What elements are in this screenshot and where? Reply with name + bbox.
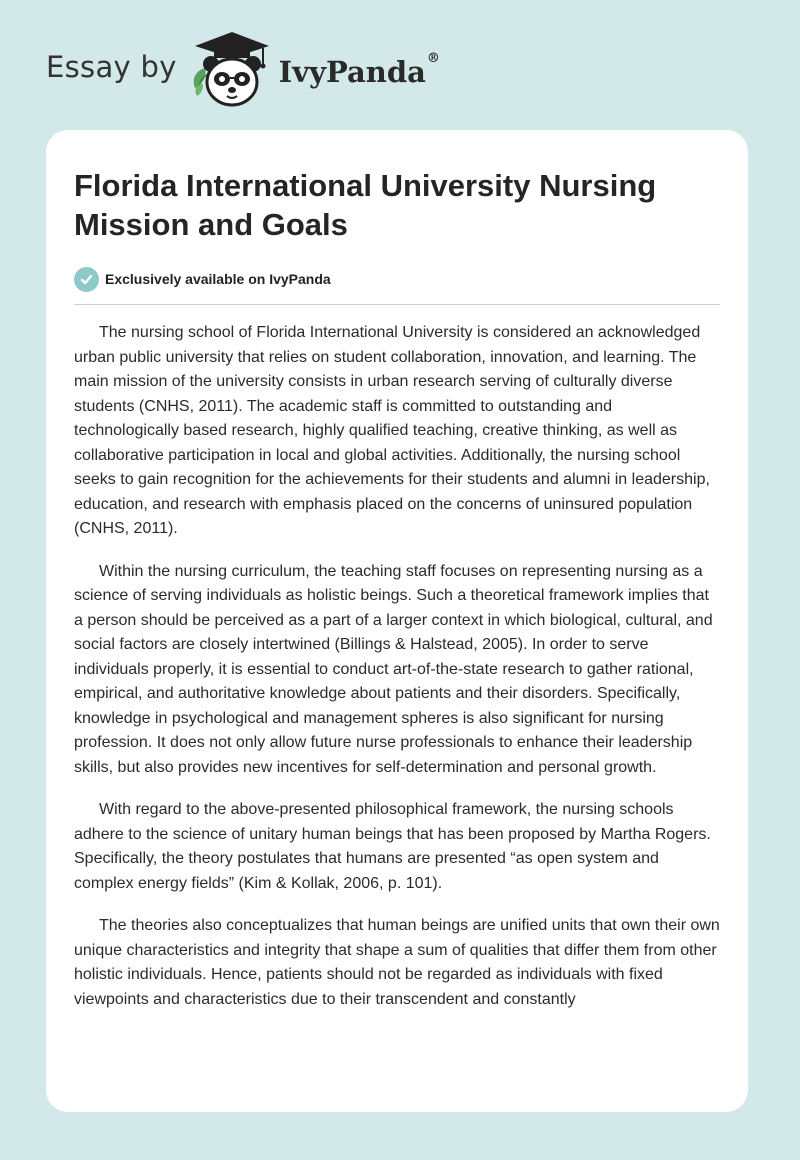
registered-mark: ® (426, 51, 440, 66)
divider (74, 304, 720, 305)
brand-name[interactable]: IvyPanda® (278, 51, 440, 89)
paragraph-4: The theories also conceptualizes that human beings are unified units that own their own unique characteristics and integrity that shape a sum of qualities that differ them from other holistic individuals. Hence, patients should not be regarded as individuals with fixed viewpoints and characteristics due to their transcendent and constantly (74, 917, 720, 1008)
page-title: Florida International University Nursing Mission and Goals (74, 168, 657, 242)
exclusive-badge (74, 264, 720, 294)
essay-card (46, 130, 748, 1112)
paragraph-3: With regard to the above-presented philosophical framework, the nursing schools adhere to the science of unitary human beings that has been proposed by Martha Rogers. Specifically, the theory postulates that humans are presented “as open system and complex energy fields” (Kim & Kollak, 2006, p. 101). (74, 801, 711, 892)
essay-by-label: Essay by (46, 50, 177, 84)
site-header (46, 30, 440, 110)
paragraph-2: Within the nursing curriculum, the teaching staff focuses on representing nursing as a science of serving individuals as holistic beings. Such a theoretical framework implies that a person should be perceived as a part of a larger context in which biological, cultural, and social factors are closely intertwined (Billings & Halstead, 2005). In order to serve individuals properly, it is essential to conduct art-of-the-state research to gather rational, empirical, and authoritative knowledge about patients and their disorders. Specifically, knowledge in psychological and management spheres is also significant for nursing profession. It does not only allow future nurse professionals to enhance their leadership skills, but also provides new incentives for self-determination and personal growth. (74, 562, 713, 776)
paragraph-1: The nursing school of Florida International University is considered an acknowledged urban public university that relies on student collaboration, innovation, and learning. The main mission of the university consists in urban research serving of culturally diverse students (CNHS, 2011). The academic staff is committed to outstanding and technologically based research, highly qualified teaching, creative thinking, as well as collaborative participation in local and global activities. Additionally, the nursing school seeks to gain recognition for the achievements for their students and alumni in leadership, education, and research with emphasis placed on the concerns of uninsured population (CNHS, 2011). (74, 324, 710, 537)
check-circle-icon (74, 267, 99, 292)
exclusive-label: Exclusively available on IvyPanda (105, 271, 331, 287)
panda-logo-icon[interactable] (189, 30, 275, 110)
